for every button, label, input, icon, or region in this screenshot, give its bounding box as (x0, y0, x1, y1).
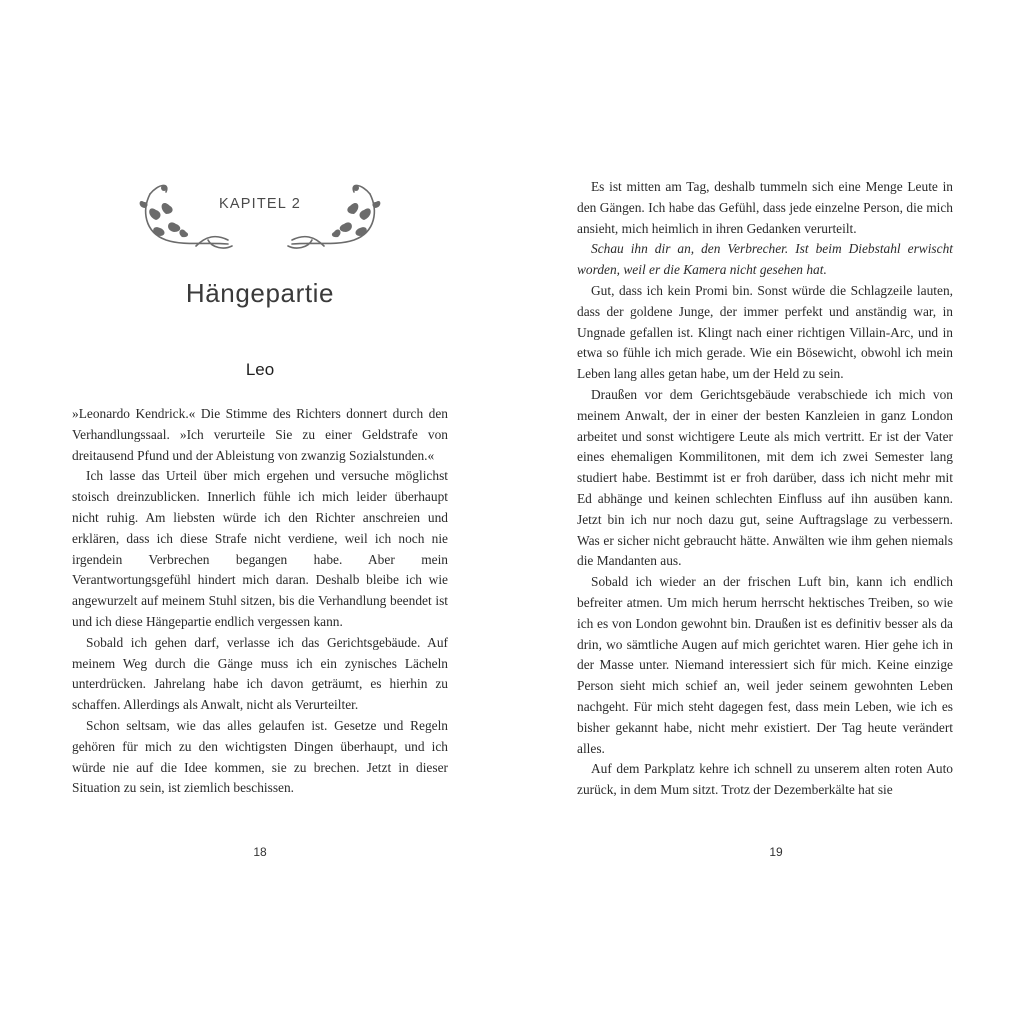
floral-ornament-icon (136, 174, 236, 254)
right-page (512, 0, 1024, 1024)
floral-ornament-icon (284, 174, 384, 254)
chapter-label: KAPITEL 2 (219, 196, 301, 212)
paragraph: Sobald ich gehen darf, verlasse ich das Gerichtsgebäude. Auf meinem Weg durch die Gänge muss ich ein zynisches Lächeln unterdrücken. Jahrelang habe ich davon geträumt, es hierhin zu schaffen. Allerdings als Anwalt, nicht als Verurteilter. (72, 634, 448, 713)
pov-character: Leo (245, 360, 275, 379)
paragraph: Schon seltsam, wie das alles gelaufen ist. Gesetze und Regeln gehören für mich zu den wichtigsten Dingen überhaupt, und ich würde nie auf die Idee kommen, sie zu brechen. Jetzt in dieser Situation zu sein, ist ziemlich beschissen. (72, 717, 448, 796)
paragraph: Sobald ich wieder an der frischen Luft bin, kann ich endlich befreiter atmen. Um mich herum herrscht hektisches Treiben, so wie ich es von London gewohnt bin. Draußen ist es definitiv besser als da drin, wo sämtliche Augen auf mich gerichtet waren. Hier gehe ich in der Masse unter. Niemand interessiert sich für mich. Keine einzige Person sieht mich schief an, weil jeder seinem gewohnten Leben nachgeht. Für mich steht dagegen fest, dass mein Leben, wie ich es bisher gekannt habe, nicht mehr existiert. Der Tag heute verändert alles. (577, 574, 953, 756)
body-text-right (577, 177, 953, 801)
paragraph: »Leonardo Kendrick.« Die Stimme des Richters donnert durch den Verhandlungssaal. »Ich verurteile Sie zu einer Geldstrafe von dreitausend Pfund und der Ableistung von zwanzig Sozialstunden.« (72, 406, 448, 463)
paragraph: Ich lasse das Urteil über mich ergehen und versuche möglichst stoisch dreinzublicken. Innerlich fühle ich mich leider überhaupt nicht ruhig. Am liebsten würde ich den Richter anschreien und erklären, dass ich diese Strafe nicht verdiene, weil ich noch nie irgendein Verbrechen begangen habe. Aber mein Verantwortungsgefühl hindert mich daran. Deshalb bleibe ich wie angewurzelt auf meinem Stuhl sitzen, bis die Verhandlung beendet ist und ich diese Hängepartie endlich vergessen kann. (72, 468, 448, 629)
paragraph-italic: Schau ihn dir an, den Verbrecher. Ist beim Diebstahl erwischt worden, weil er die Kamera nicht gesehen hat. (577, 241, 953, 278)
chapter-heading (136, 174, 384, 254)
body-text-left (72, 404, 448, 799)
paragraph: Auf dem Parkplatz kehre ich schnell zu unserem alten roten Auto zurück, in dem Mum sitzt. Trotz der Dezemberkälte hat sie (577, 761, 953, 798)
paragraph: Es ist mitten am Tag, deshalb tummeln sich eine Menge Leute in den Gängen. Ich habe das Gefühl, dass jede einzelne Person, die mich ansieht, mich heimlich in ihren Gedanken verurteilt. (577, 179, 953, 236)
page-number: 18 (253, 845, 267, 859)
paragraph: Gut, dass ich kein Promi bin. Sonst würde die Schlagzeile lauten, dass der goldene Junge, der immer perfekt und anständig war, in Ungnade gefallen ist. Klingt nach einer richtigen Villain-Arc, und in etwa so fühle ich mich gerade. Wie ein Bösewicht, obwohl ich mein Leben lang alles getan habe, um der Held zu sein. (577, 282, 953, 382)
paragraph: Draußen vor dem Gerichtsgebäude verabschiede ich mich von meinem Anwalt, der in einer der besten Kanzleien in ganz London arbeitet und sonst wichtigere Leute als mich vertritt. Er ist der Vater eines ehemaligen Kommilitonen, mit dem ich zwei Semester lang studiert habe. Bestimmt ist er froh darüber, dass ich nicht mehr mit Ed abhänge und keinen schlechten Einfluss auf ihn ausüben kann. Jetzt bin ich nur noch dazu gut, seine Auftragslage zu verbessern. Was er sicher nicht gebraucht hätte. Anwälten wie ihm gehen niemals die Mandanten aus. (577, 386, 953, 569)
chapter-title: Hängepartie (185, 278, 335, 308)
page-number: 19 (769, 845, 783, 859)
